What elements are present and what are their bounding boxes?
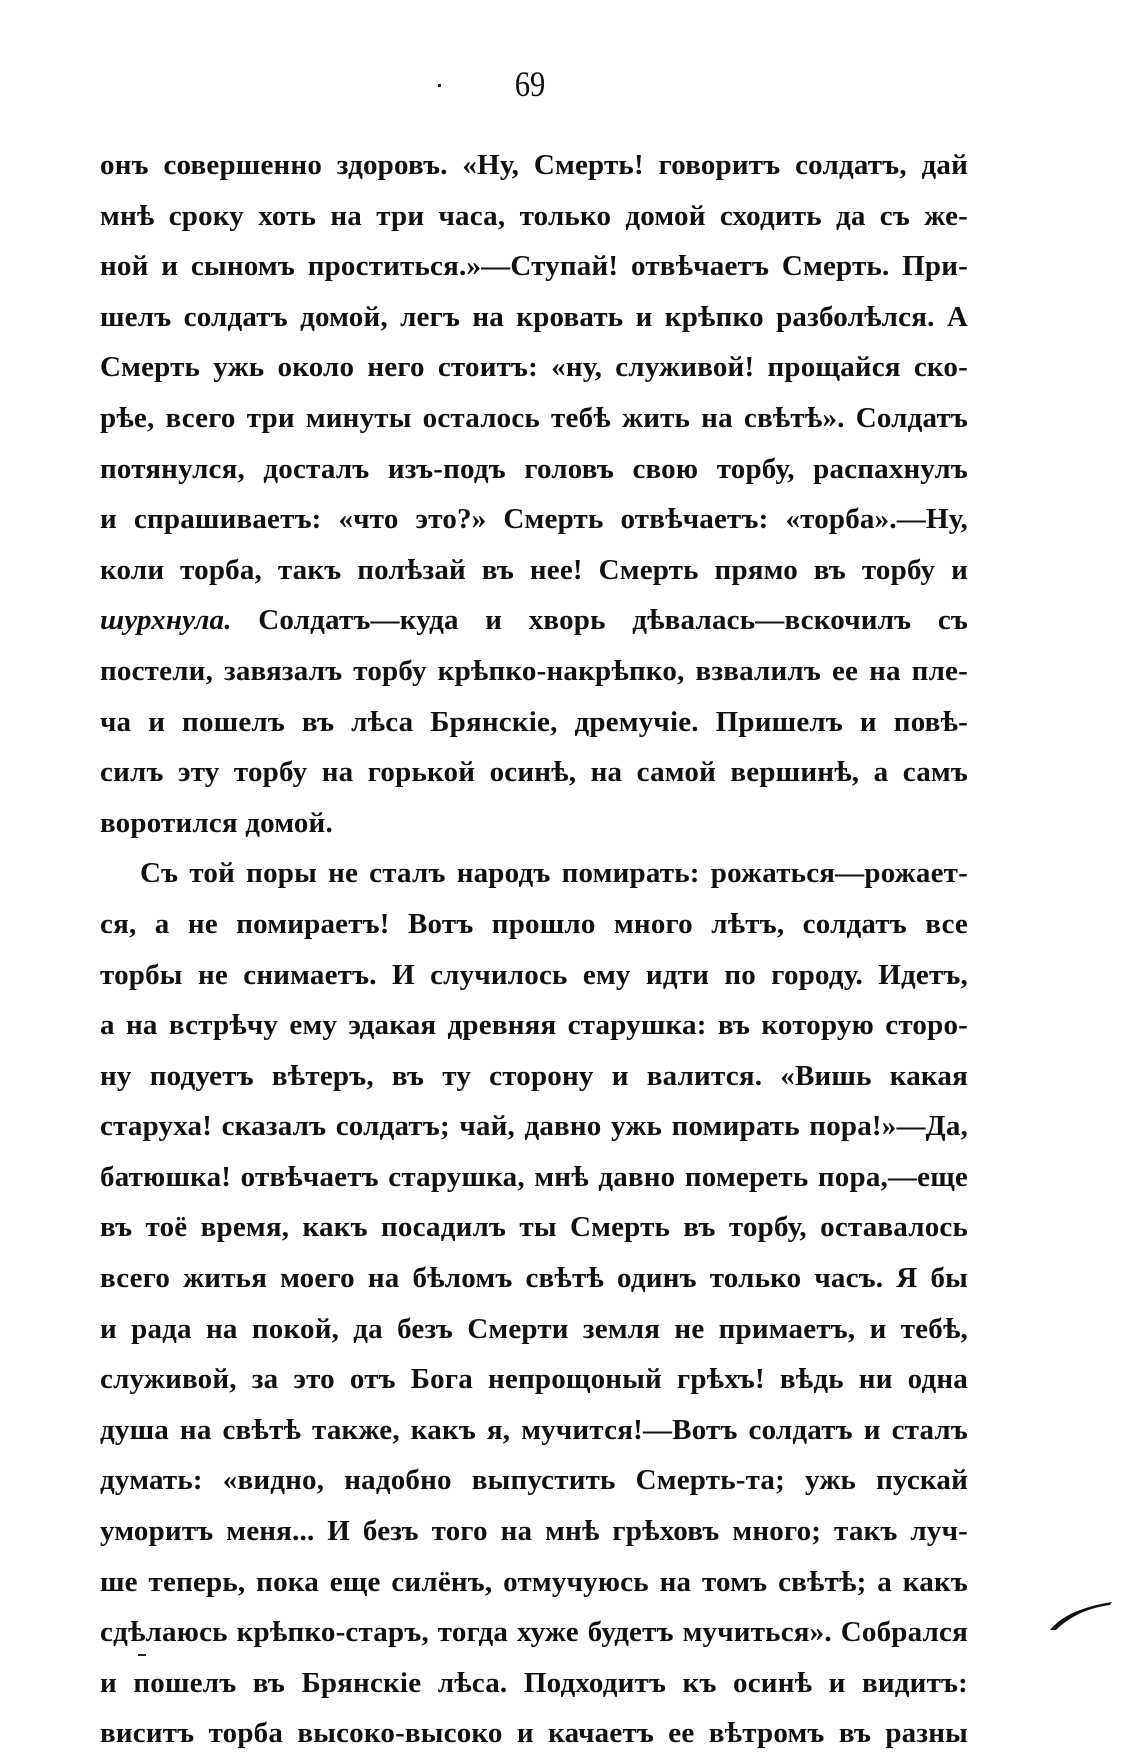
line-text: потянулся, досталъ изъ-подъ головъ свою торбу, распахнулъ bbox=[100, 452, 968, 485]
text-line bbox=[100, 342, 968, 393]
line-text: ну подуетъ вѣтеръ, въ ту сторону и валится. «Вишь какая bbox=[100, 1059, 968, 1092]
text-line bbox=[100, 1506, 968, 1557]
text-line bbox=[100, 1000, 968, 1051]
text-line bbox=[100, 1051, 968, 1102]
text-line bbox=[100, 646, 968, 697]
line-text: шелъ солдатъ домой, легъ на кровать и крѣпко разболѣлся. А bbox=[100, 300, 968, 333]
body-text bbox=[100, 140, 968, 1759]
line-text: въ тоё время, какъ посадилъ ты Смерть въ торбу, оставалось bbox=[100, 1211, 968, 1244]
text-line bbox=[100, 848, 968, 899]
text-line bbox=[100, 899, 968, 950]
line-text: силъ эту торбу на горькой осинѣ, на самой вершинѣ, а самъ bbox=[100, 756, 968, 789]
margin-pen-stroke bbox=[1046, 1596, 1116, 1636]
text-line bbox=[100, 1354, 968, 1405]
italic-word: шурхнула. bbox=[100, 604, 232, 637]
text-line bbox=[100, 140, 968, 191]
line-text: и рада на покой, да безъ Смерти земля не примаетъ, и тебѣ, bbox=[100, 1312, 968, 1345]
line-text: сдѣлаюсь крѣпко-старъ, тогда хуже будетъ мучиться». Собрался bbox=[100, 1616, 968, 1649]
text-line bbox=[100, 1455, 968, 1506]
line-text: старуха! сказалъ солдатъ; чай, давно ужь помирать пора!»—Да, bbox=[100, 1110, 968, 1143]
text-line bbox=[100, 545, 968, 596]
line-text: и пошелъ въ Брянскіе лѣса. Подходитъ къ осинѣ и видитъ: bbox=[100, 1666, 968, 1699]
line-text: ной и сыномъ проститься.»—Ступай! отвѣчаетъ Смерть. При- bbox=[100, 250, 968, 283]
line-text: Съ той поры не сталъ народъ помирать: рожаться—рожает- bbox=[140, 857, 968, 890]
text-line bbox=[100, 393, 968, 444]
line-text: мнѣ сроку хоть на три часа, только домой сходить да съ же- bbox=[100, 199, 968, 232]
line-text: думать: «видно, надобно выпустить Смерть-та; ужь пускай bbox=[100, 1464, 968, 1497]
ink-speck bbox=[138, 1654, 146, 1656]
line-text: торбы не снимаетъ. И случилось ему идти по городу. Идетъ, bbox=[100, 958, 968, 991]
text-line bbox=[100, 1405, 968, 1456]
line-text: постели, завязалъ торбу крѣпко-накрѣпко, взвалилъ ее на пле- bbox=[100, 654, 968, 687]
line-text: Солдатъ—куда и хворь дѣвалась—вскочилъ съ bbox=[231, 604, 968, 637]
text-line bbox=[100, 1253, 968, 1304]
line-text: всего житья моего на бѣломъ свѣтѣ одинъ только часъ. Я бы bbox=[100, 1262, 968, 1295]
text-line bbox=[100, 747, 968, 798]
ink-speck bbox=[438, 84, 441, 87]
line-text: батюшка! отвѣчаетъ старушка, мнѣ давно померeть пора,—еще bbox=[100, 1160, 968, 1193]
line-text: ся, а не помираетъ! Вотъ прошло много лѣтъ, солдатъ все bbox=[100, 907, 968, 940]
text-line bbox=[100, 595, 968, 646]
line-text: служивой, за это отъ Бога непрощоный грѣхъ! вѣдь ни одна bbox=[100, 1363, 968, 1396]
line-text: онъ совершенно здоровъ. «Ну, Смерть! говоритъ солдатъ, дай bbox=[100, 149, 968, 181]
text-line bbox=[100, 1557, 968, 1608]
text-line bbox=[100, 697, 968, 748]
line-text: и спрашиваетъ: «что это?» Смерть отвѣчаетъ: «торба».—Ну, bbox=[100, 503, 968, 536]
text-line bbox=[100, 1607, 968, 1658]
page-number: 69 bbox=[514, 64, 546, 104]
line-text: ча и пошелъ въ лѣса Брянскіе, дремучіе. Пришелъ и повѣ- bbox=[100, 705, 968, 738]
text-line bbox=[100, 1658, 968, 1709]
line-text: а на встрѣчу ему эдакая древняя старушка: въ которую сторо- bbox=[100, 1009, 968, 1042]
line-text: рѣе, всего три минуты осталось тебѣ жить на свѣтѣ». Солдатъ bbox=[100, 401, 968, 434]
text-line bbox=[100, 241, 968, 292]
line-text: коли торба, такъ полѣзай въ нее! Смерть прямо въ торбу и bbox=[100, 553, 968, 586]
line-text: виситъ торба высоко-высоко и качаетъ ее вѣтромъ въ разны bbox=[100, 1717, 968, 1750]
line-text: воротился домой. bbox=[100, 806, 333, 839]
line-text: Смерть ужь около него стоитъ: «ну, служивой! прощайся ско- bbox=[100, 351, 968, 384]
text-line bbox=[100, 1202, 968, 1253]
line-text: уморитъ меня... И безъ того на мнѣ грѣховъ много; такъ луч- bbox=[100, 1515, 968, 1548]
text-line bbox=[100, 1708, 968, 1759]
text-line bbox=[100, 950, 968, 1001]
text-line bbox=[100, 191, 968, 242]
text-line bbox=[100, 494, 968, 545]
text-line bbox=[100, 444, 968, 495]
text-line bbox=[100, 1101, 968, 1152]
text-line bbox=[100, 292, 968, 343]
line-text: ше теперь, пока еще силёнъ, отмучуюсь на томъ свѣтѣ; а какъ bbox=[100, 1565, 968, 1598]
text-line bbox=[100, 1304, 968, 1355]
text-line bbox=[100, 1152, 968, 1203]
line-text: душа на свѣтѣ также, какъ я, мучится!—Вотъ солдатъ и сталъ bbox=[100, 1413, 968, 1446]
text-line bbox=[100, 798, 968, 849]
